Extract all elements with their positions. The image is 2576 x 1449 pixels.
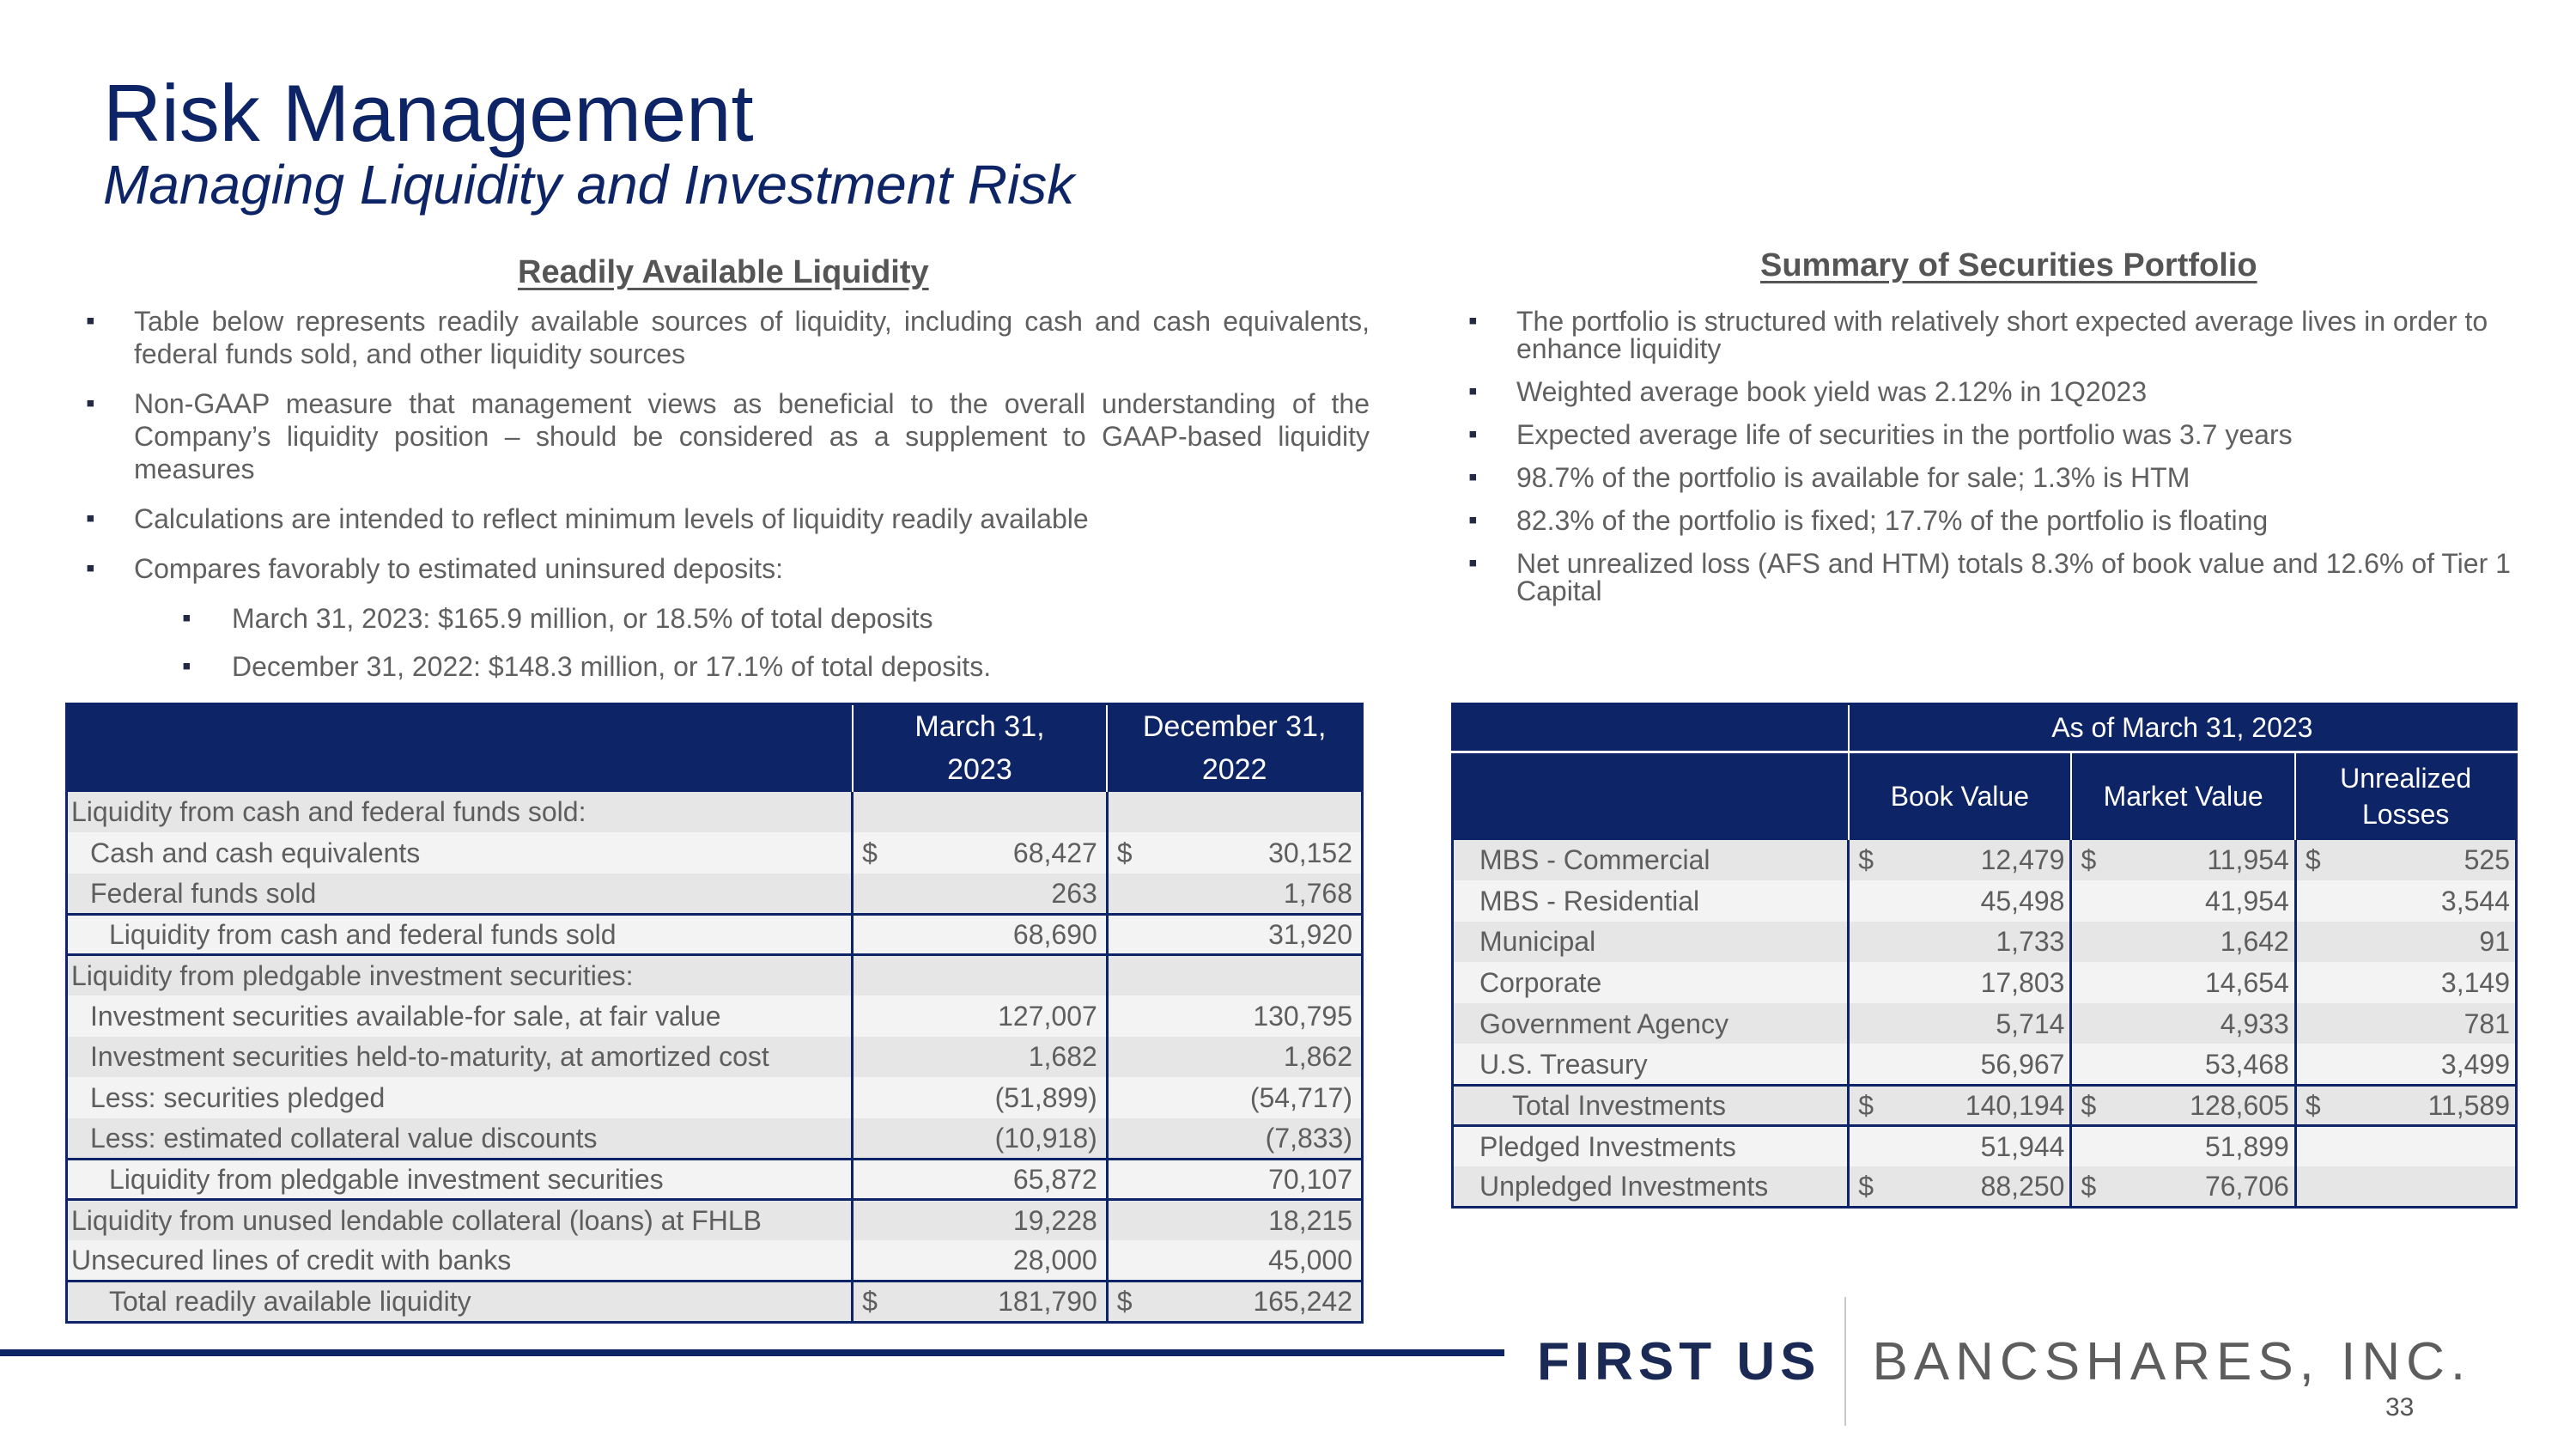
cell-value: (51,899) — [994, 1081, 1097, 1113]
value-march — [853, 1118, 1108, 1160]
row-label: Unpledged Investments — [1453, 1166, 1849, 1208]
company-logo — [1537, 1314, 2471, 1409]
cell-value: 11,589 — [2427, 1089, 2510, 1121]
cell-value: 130,795 — [1253, 1000, 1352, 1032]
market-value — [2071, 962, 2295, 1003]
list-item: ▪ Non-GAAP measure that management views as beneficial to the overall understanding of the Company’s liquidity position – should be considered as a supplement to GAAP-based liquidity measures — [86, 387, 1370, 485]
table-header-row — [1453, 704, 2517, 752]
list-item: ▪ Table below represents readily available sources of liquidity, including cash and cash equivalents, federal funds sold, and other liquidity sources — [86, 305, 1370, 370]
cell-value: 45,000 — [1268, 1245, 1352, 1275]
cell-value: 70,107 — [1268, 1163, 1352, 1195]
value-december — [1107, 995, 1362, 1037]
value-march — [853, 1240, 1108, 1282]
market-value — [2071, 1003, 2295, 1044]
market-value — [2071, 1126, 2295, 1167]
row-label: Liquidity from cash and federal funds sold: — [67, 792, 853, 833]
cell-value: (7,833) — [1265, 1122, 1352, 1154]
cell-value: 263 — [1051, 877, 1097, 909]
liquidity-heading: Readily Available Liquidity — [518, 254, 929, 290]
table-row-total — [1453, 1085, 2517, 1126]
liquidity-table — [65, 703, 1364, 1324]
cell-value: 14,654 — [2204, 967, 2289, 999]
value-december — [1107, 792, 1362, 833]
cell-value: 56,967 — [1980, 1048, 2065, 1080]
header-as-of-date: As of March 31, 2023 — [1849, 704, 2517, 752]
cell-value: (10,918) — [994, 1122, 1097, 1154]
cell-value: 165,242 — [1253, 1286, 1352, 1318]
cell-value: 30,152 — [1268, 837, 1352, 868]
currency-symbol: $ — [2081, 1089, 2097, 1121]
value-december — [1107, 1077, 1362, 1118]
table-row — [1453, 962, 2517, 1003]
row-label: Municipal — [1453, 922, 1849, 963]
cell-value: 3,149 — [2440, 967, 2510, 999]
table-row — [67, 832, 1363, 874]
row-label: Total readily available liquidity — [67, 1282, 853, 1323]
page-number: 33 — [2385, 1393, 2415, 1422]
unrealized-losses — [2295, 1085, 2516, 1126]
list-item: ▪ December 31, 2022: $148.3 million, or 17.1% of total deposits. — [86, 650, 1370, 683]
table-row — [1453, 922, 2517, 963]
cell-value: 68,427 — [1012, 837, 1097, 868]
header-line: 2023 — [947, 753, 1012, 787]
list-item: ▪ The portfolio is structured with relatively short expected average lives in order to enhance liquidity — [1468, 307, 2546, 362]
table-row — [1453, 1126, 2517, 1167]
value-march — [853, 995, 1108, 1037]
cell-value: 28,000 — [1012, 1245, 1097, 1275]
book-value — [1849, 1126, 2071, 1167]
cell-value: 51,899 — [2204, 1131, 2289, 1163]
cell-value: 140,194 — [1965, 1089, 2065, 1121]
header-book-value: Book Value — [1849, 752, 2071, 840]
header-blank — [1453, 704, 1849, 752]
header-blank — [67, 704, 853, 792]
header-line: March 31, — [914, 710, 1045, 744]
cell-value: 91 — [2479, 926, 2510, 958]
cell-value: 127,007 — [998, 1000, 1097, 1032]
row-label: MBS - Commercial — [1453, 840, 1849, 881]
page-subtitle: Managing Liquidity and Investment Risk — [103, 154, 1075, 216]
header-unrealized-losses — [2295, 752, 2516, 840]
market-value — [2071, 1166, 2295, 1208]
unrealized-losses — [2295, 1166, 2516, 1208]
book-value — [1849, 1166, 2071, 1208]
book-value — [1849, 1085, 2071, 1126]
unrealized-losses — [2295, 1126, 2516, 1167]
value-december — [1107, 914, 1362, 955]
row-label: Federal funds sold — [67, 874, 853, 915]
value-december — [1107, 1037, 1362, 1078]
row-label: Investment securities held-to-maturity, at amortized cost — [67, 1037, 853, 1078]
currency-symbol: $ — [1858, 1171, 1874, 1202]
value-march — [853, 955, 1108, 996]
cell-value: 181,790 — [998, 1286, 1097, 1318]
cell-value: 128,605 — [2190, 1089, 2289, 1121]
row-label: Total Investments — [1453, 1085, 1849, 1126]
footer-divider-bar — [0, 1349, 1504, 1356]
cell-value: 41,954 — [2204, 885, 2289, 916]
value-march — [853, 1200, 1108, 1241]
value-march — [853, 1077, 1108, 1118]
market-value — [2071, 880, 2295, 922]
currency-symbol: $ — [862, 1286, 878, 1318]
currency-symbol: $ — [2081, 844, 2097, 876]
currency-symbol: $ — [1116, 837, 1133, 868]
currency-symbol: $ — [2305, 1089, 2321, 1121]
header-december-2022 — [1107, 704, 1362, 792]
cell-value: 4,933 — [2220, 1008, 2289, 1039]
currency-symbol: $ — [2305, 844, 2321, 876]
value-december — [1107, 1159, 1362, 1200]
value-december — [1107, 1200, 1362, 1241]
currency-symbol: $ — [862, 837, 878, 868]
list-item: ▪ 98.7% of the portfolio is available for sale; 1.3% is HTM — [1468, 464, 2546, 491]
cell-value: 1,862 — [1283, 1041, 1352, 1073]
list-item: ▪ Calculations are intended to reflect minimum levels of liquidity readily available — [86, 502, 1370, 535]
row-label: Unsecured lines of credit with banks — [67, 1240, 853, 1282]
cell-value: (54,717) — [1249, 1081, 1352, 1113]
cell-value: 17,803 — [1980, 967, 2065, 999]
unrealized-losses — [2295, 1003, 2516, 1044]
table-row — [67, 1240, 1363, 1282]
table-row — [1453, 1044, 2517, 1085]
row-label: Less: securities pledged — [67, 1077, 853, 1118]
table-row — [67, 1077, 1363, 1118]
cell-value: 1,733 — [1996, 926, 2065, 958]
value-march — [853, 1282, 1108, 1323]
table-row — [67, 995, 1363, 1037]
currency-symbol: $ — [1116, 1286, 1133, 1318]
cell-value: 68,690 — [1012, 918, 1097, 950]
table-row — [67, 874, 1363, 915]
value-march — [853, 792, 1108, 833]
row-label: Less: estimated collateral value discounts — [67, 1118, 853, 1160]
unrealized-losses — [2295, 1044, 2516, 1085]
value-march — [853, 914, 1108, 955]
cell-value: 45,498 — [1980, 885, 2065, 916]
unrealized-losses — [2295, 840, 2516, 881]
header-line: Losses — [2361, 799, 2450, 831]
value-december — [1107, 874, 1362, 915]
header-march-2023 — [853, 704, 1108, 792]
securities-heading: Summary of Securities Portfolio — [1760, 247, 2257, 283]
value-december — [1107, 1118, 1362, 1160]
value-december — [1107, 1282, 1362, 1323]
header-line: 2022 — [1201, 753, 1267, 787]
row-label: Liquidity from pledgable investment securities — [67, 1159, 853, 1200]
market-value — [2071, 1085, 2295, 1126]
cell-value: 51,944 — [1980, 1131, 2065, 1163]
cell-value: 3,544 — [2440, 885, 2510, 916]
cell-value: 3,499 — [2440, 1048, 2510, 1080]
value-march — [853, 1037, 1108, 1078]
table-header-row — [1453, 752, 2517, 840]
cell-value: 31,920 — [1268, 918, 1352, 950]
list-item: ▪ March 31, 2023: $165.9 million, or 18.5% of total deposits — [86, 602, 1370, 635]
book-value — [1849, 1044, 2071, 1085]
cell-value: 781 — [2464, 1008, 2510, 1039]
currency-symbol: $ — [1858, 1089, 1874, 1121]
cell-value: 19,228 — [1012, 1205, 1097, 1236]
cell-value: 65,872 — [1012, 1163, 1097, 1195]
table-row — [67, 955, 1363, 996]
page-title: Risk Management — [103, 68, 754, 158]
list-item: ▪ 82.3% of the portfolio is fixed; 17.7% of the portfolio is floating — [1468, 507, 2546, 534]
row-label: Government Agency — [1453, 1003, 1849, 1044]
row-label: Liquidity from unused lendable collateral (loans) at FHLB — [67, 1200, 853, 1241]
row-label: Corporate — [1453, 962, 1849, 1003]
table-row — [67, 1037, 1363, 1078]
list-item: ▪ Net unrealized loss (AFS and HTM) totals 8.3% of book value and 12.6% of Tier 1 Capital — [1468, 550, 2546, 605]
market-value — [2071, 1044, 2295, 1085]
table-row — [67, 1118, 1363, 1160]
cell-value: 5,714 — [1996, 1008, 2065, 1039]
table-row — [67, 792, 1363, 833]
table-row-subtotal — [67, 1159, 1363, 1200]
cell-value: 1,768 — [1283, 877, 1352, 909]
book-value — [1849, 922, 2071, 963]
list-item: ▪ Weighted average book yield was 2.12% in 1Q2023 — [1468, 378, 2546, 405]
securities-table — [1451, 703, 2518, 1209]
value-march — [853, 1159, 1108, 1200]
header-blank — [1453, 752, 1849, 840]
header-market-value: Market Value — [2071, 752, 2295, 840]
cell-value: 53,468 — [2204, 1048, 2289, 1080]
logo-first-us: FIRST US — [1537, 1331, 1821, 1391]
header-line: Unrealized — [2340, 763, 2472, 795]
currency-symbol: $ — [1858, 844, 1874, 876]
book-value — [1849, 880, 2071, 922]
table-row — [1453, 880, 2517, 922]
market-value — [2071, 922, 2295, 963]
unrealized-losses — [2295, 880, 2516, 922]
value-december — [1107, 832, 1362, 874]
cell-value: 525 — [2464, 844, 2510, 876]
market-value — [2071, 840, 2295, 881]
unrealized-losses — [2295, 922, 2516, 963]
header-line: December 31, — [1142, 710, 1327, 744]
book-value — [1849, 840, 2071, 881]
unrealized-losses — [2295, 962, 2516, 1003]
cell-value: 88,250 — [1980, 1171, 2065, 1202]
value-december — [1107, 1240, 1362, 1282]
table-row — [67, 1200, 1363, 1241]
table-row — [1453, 1166, 2517, 1208]
cell-value: 1,682 — [1028, 1041, 1097, 1073]
row-label: Liquidity from cash and federal funds sold — [67, 914, 853, 955]
table-row — [1453, 840, 2517, 881]
liquidity-bullet-list — [86, 305, 1370, 698]
book-value — [1849, 1003, 2071, 1044]
row-label: Investment securities available-for sale, at fair value — [67, 995, 853, 1037]
value-december — [1107, 955, 1362, 996]
list-item: ▪ Compares favorably to estimated uninsured deposits: — [86, 552, 1370, 585]
value-march — [853, 832, 1108, 874]
row-label: Liquidity from pledgable investment securities: — [67, 955, 853, 996]
list-item: ▪ Expected average life of securities in the portfolio was 3.7 years — [1468, 421, 2546, 448]
cell-value: 18,215 — [1268, 1205, 1352, 1236]
table-row-total — [67, 1282, 1363, 1323]
cell-value: 1,642 — [2220, 926, 2289, 958]
logo-divider — [1844, 1297, 1846, 1426]
row-label: MBS - Residential — [1453, 880, 1849, 922]
cell-value: 11,954 — [2207, 844, 2289, 876]
book-value — [1849, 962, 2071, 1003]
table-header-row — [67, 704, 1363, 792]
table-row-subtotal — [67, 914, 1363, 955]
value-march — [853, 874, 1108, 915]
row-label: Cash and cash equivalents — [67, 832, 853, 874]
cell-value: 76,706 — [2204, 1171, 2289, 1202]
table-row — [1453, 1003, 2517, 1044]
currency-symbol: $ — [2081, 1171, 2097, 1202]
row-label: Pledged Investments — [1453, 1126, 1849, 1167]
row-label: U.S. Treasury — [1453, 1044, 1849, 1085]
securities-bullet-list — [1468, 307, 2546, 620]
cell-value: 12,479 — [1980, 844, 2065, 876]
logo-bancshares: BANCSHARES, INC. — [1872, 1331, 2472, 1391]
